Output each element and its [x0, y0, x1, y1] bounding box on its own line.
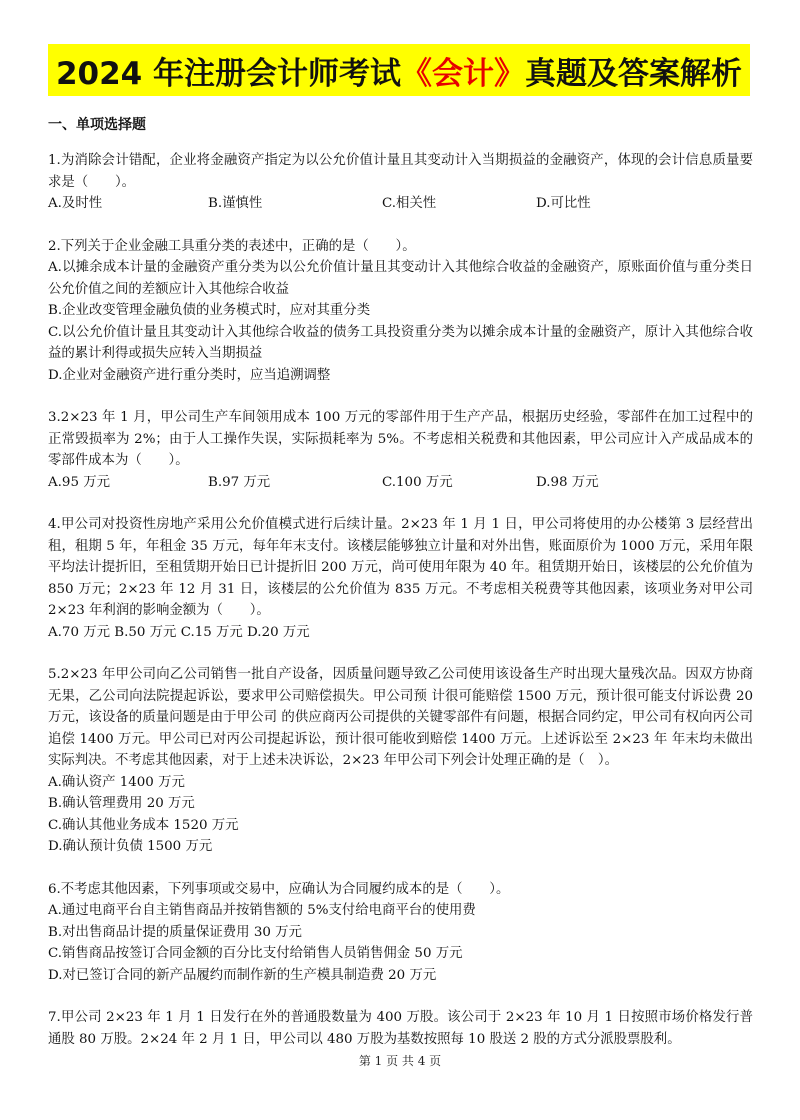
option-a: A.确认资产 1400 万元	[48, 774, 185, 790]
question-5	[48, 664, 753, 858]
question-stem: 6.不考虑其他因素，下列事项或交易中，应确认为合同履约成本的是（ ）。	[48, 881, 510, 897]
options-row	[48, 193, 753, 215]
option-d: D.98 万元	[536, 474, 599, 490]
question-2	[48, 236, 753, 387]
option-a: A.及时性	[48, 196, 103, 211]
question-stem: 4.甲公司对投资性房地产采用公允价值模式进行后续计量。2×23 年 1 月 1 日，甲公司将使用的办公楼第 3 层经营出租，租期 5 年，年租金 35 万元，每年年末支付。该楼层能够独立计量和对外出售，账面原价为 1000 万元，采用年限平均法计提折旧，至租赁期开始日已计提折旧 200 万元，尚可使用年限为 40 年。租赁期开始日，该楼层的公允价值为 850 万元；2×23 年 12 月 31 日，该楼层的公允价值为 835 万元。不考虑相关税费等其他因素，该项业务对甲公司 2×23 年利润的影响金额为（ ）。	[48, 517, 753, 618]
option-b: B.对出售商品计提的质量保证费用 30 万元	[48, 924, 302, 940]
options-row	[48, 472, 753, 494]
section-heading: 一、单项选择题	[48, 117, 146, 133]
option-a: A.以摊余成本计量的金融资产重分类为以公允价值计量且其变动计入其他综合收益的金融资产，原账面价值与重分类日公允价值之间的差额应计入其他综合收益	[48, 260, 753, 297]
option-b: B.97 万元	[208, 474, 271, 490]
title-part-3: 真题及答案解析	[525, 55, 743, 92]
title-part-1: 2024 年注册会计师考试	[55, 55, 402, 92]
question-1	[48, 150, 753, 215]
option-d: D.可比性	[536, 196, 591, 211]
document-title	[48, 44, 750, 96]
question-6	[48, 879, 753, 987]
question-list	[48, 150, 753, 1071]
option-c: C.以公允价值计量且其变动计入其他综合收益的债务工具投资重分类为以摊余成本计量的金融资产，原计入其他综合收益的累计利得或损失应转入当期损益	[48, 324, 753, 361]
option-a: A.通过电商平台自主销售商品并按销售额的 5%支付给电商平台的使用费	[48, 903, 476, 918]
question-stem: 5.2×23 年甲公司向乙公司销售一批自产设备，因质量问题导致乙公司使用该设备生产时出现大量残次品。因双方协商无果，乙公司向法院提起诉讼，要求甲公司赔偿损失。甲公司预 计很可能赔偿 1500 万元，预计很可能支付诉讼费 20 万元，该设备的质量问题是由于甲公司 的供应商丙公司提供的关键零部件有问题，根据合同约定，甲公司有权向丙公司追偿 1400 万元。甲公司已对丙公司提起诉讼，预计很可能收到赔偿 1400 万元。上述诉讼至 2×23 年 年末均未做出实际判决。不考虑其他因素，对于上述未决诉讼，2×23 年甲公司下列会计处理正确的是（ ）。	[48, 667, 753, 768]
option-a: A.95 万元	[48, 474, 111, 490]
option-d: D.对已签订合同的新产品履约而制作新的生产模具制造费 20 万元	[48, 967, 437, 983]
option-c: C.相关性	[382, 196, 437, 211]
option-c: C.确认其他业务成本 1520 万元	[48, 817, 239, 833]
question-3	[48, 407, 753, 493]
option-b: B.企业改变管理金融负债的业务模式时，应对其重分类	[48, 303, 371, 318]
question-stem: 2.下列关于企业金融工具重分类的表述中，正确的是（ ）。	[48, 238, 416, 254]
option-b: B.谨慎性	[208, 196, 263, 211]
option-c: C.销售商品按签订合同金额的百分比支付给销售人员销售佣金 50 万元	[48, 946, 463, 961]
question-4	[48, 514, 753, 643]
option-b: B.确认管理费用 20 万元	[48, 796, 195, 811]
option-d: D.确认预计负债 1500 万元	[48, 839, 213, 854]
question-7	[48, 1007, 753, 1050]
option-d: D.企业对金融资产进行重分类时，应当追溯调整	[48, 367, 331, 383]
question-stem: 1.为消除会计错配，企业将金融资产指定为以公允价值计量且其变动计入当期损益的金融资产，体现的会计信息质量要求是（ ）。	[48, 153, 753, 190]
title-part-2: 《会计》	[401, 55, 526, 92]
question-stem: 7.甲公司 2×23 年 1 月 1 日发行在外的普通股数量为 400 万股。该公司于 2×23 年 10 月 1 日按照市场价格发行普通股 80 万股。2×24 年 2 月 1 日，甲公司以 480 万股为基数按照每 10 股送 2 股的方式分派股票股利。	[48, 1010, 753, 1047]
options-line: A.70 万元 B.50 万元 C.15 万元 D.20 万元	[48, 624, 310, 640]
question-stem: 3.2×23 年 1 月，甲公司生产车间领用成本 100 万元的零部件用于生产产品，根据历史经验，零部件在加工过程中的正常毁损率为 2%；由于人工操作失误，实际损耗率为 5%。不考虑相关税费和其他因素，甲公司应计入产成品成本的零部件成本为（ ）。	[48, 410, 753, 468]
option-c: C.100 万元	[382, 474, 453, 490]
page-footer: 第 1 页 共 4 页	[358, 1054, 442, 1068]
